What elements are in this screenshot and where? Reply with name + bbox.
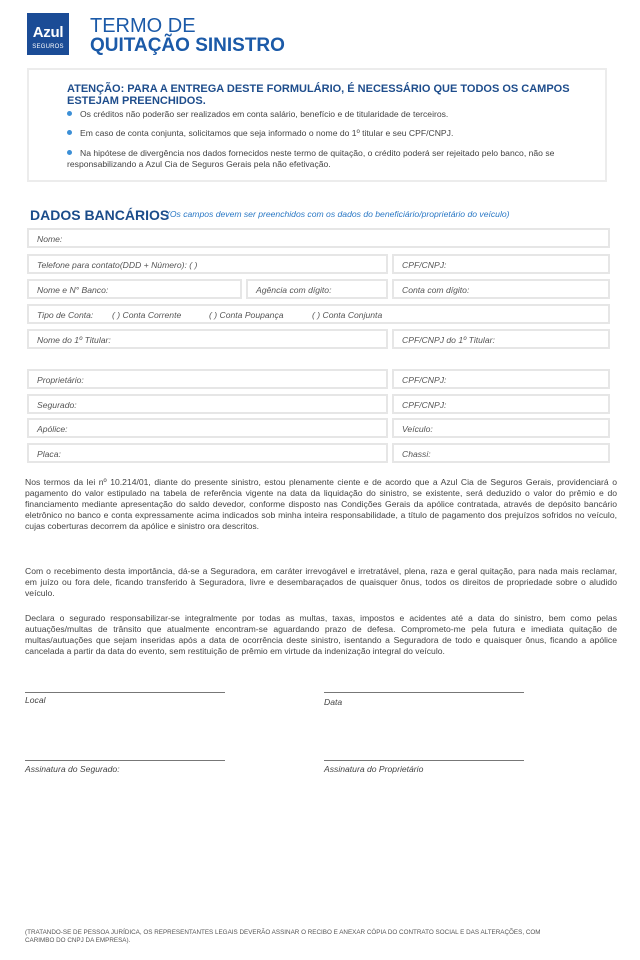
local-label: Local xyxy=(25,695,46,705)
cpf-segurado-field[interactable]: CPF/CNPJ: xyxy=(392,394,610,414)
notice-heading: ATENÇÃO: PARA A ENTREGA DESTE FORMULÁRIO, É NECESSÁRIO QUE TODOS OS CAMPOS ESTEJAM PREENCHIDOS. xyxy=(67,83,570,107)
agencia-field[interactable]: Agência com dígito: xyxy=(246,279,388,299)
legal-paragraph-2: Com o recebimento desta importância, dá-se a Seguradora, em caráter irrevogável e irretratável, plena, raza e geral quitação, para nada mais reclamar, em juízo ou fora dele, ficando transferido à Seguradora, livre e desembaraçados de quaisquer ônus, todos os direitos de propriedade sobre o aludido veículo. xyxy=(25,566,617,598)
section-title-bank: DADOS BANCÁRIOS xyxy=(30,207,170,223)
bullet-icon xyxy=(67,111,72,116)
notice-bullet: Os créditos não poderão ser realizados em conta salário, benefício e de titularidade de terceiros. xyxy=(67,109,597,120)
local-signature-line[interactable] xyxy=(25,692,225,693)
azul-seguros-logo xyxy=(27,13,69,55)
page-title-line2: QUITAÇÃO SINISTRO xyxy=(90,35,285,56)
data-label: Data xyxy=(324,697,343,707)
footer-note: (TRATANDO-SE DE PESSOA JURÍDICA, OS REPRESENTANTES LEGAIS DEVERÃO ASSINAR O RECIBO E ANEXAR CÓPIA DO CONTRATO SOCIAL E DAS ALTERAÇÕES, COM CARIMBO DO CNPJ DA EMPRESA). xyxy=(25,929,541,944)
telefone-field[interactable]: Telefone para contato(DDD + Número): ( ) xyxy=(27,254,388,274)
banco-field[interactable]: Nome e N° Banco: xyxy=(27,279,242,299)
logo-brand: Azul xyxy=(32,24,64,41)
segurado-field[interactable]: Segurado: xyxy=(27,394,388,414)
veiculo-field[interactable]: Veículo: xyxy=(392,418,610,438)
option-conta-poupanca[interactable]: ( ) Conta Poupança xyxy=(209,310,284,320)
assinatura-proprietario-label: Assinatura do Proprietário xyxy=(324,764,424,774)
assinatura-segurado-label: Assinatura do Segurado: xyxy=(25,764,120,774)
option-conta-corrente[interactable]: ( ) Conta Corrente xyxy=(112,310,182,320)
tipo-conta-field: Tipo de Conta: ( ) Conta Corrente ( ) Conta Poupança ( ) Conta Conjunta xyxy=(27,304,610,324)
notice-bullet: Na hipótese de divergência nos dados fornecidos neste termo de quitação, o crédito poderá ser rejeitado pelo banco, não se responsabilizando a Azul Cia de Seguros Gerais pela não efetivação. xyxy=(67,148,555,169)
logo-sub: SEGUROS xyxy=(32,44,64,50)
notice-bullet: Em caso de conta conjunta, solicitamos que seja informado o nome do 1º titular e seu CPF/CNPJ. xyxy=(67,128,597,139)
legal-paragraph-1: Nos termos da lei nº 10.214/01, diante do presente sinistro, estou plenamente ciente e de acordo que a Azul Cia de Seguros Gerais, providenciará o pagamento do valor estipulado na tabela de referência vigente na data da liquidação do sinistro, se existente, será deduzido o valor do prêmio e do financiamento mediante apresentação do saldo devedor, conforme disposto nas Condições Gerais da apólice contratada, através de depósito bancário eletrônico no banco e conta expressamente acima indicados sob minha inteira responsabilidade, a título de pagamento dos prejuízos sofridos no veículo, cujas coberturas decorrem da apólice e sinistro ora descritos. xyxy=(25,477,617,531)
data-signature-line[interactable] xyxy=(324,692,524,693)
nome-field[interactable]: Nome: xyxy=(27,228,610,248)
bullet-icon xyxy=(67,150,72,155)
placa-field[interactable]: Placa: xyxy=(27,443,388,463)
cpf-titular-field[interactable]: CPF/CNPJ do 1º Titular: xyxy=(392,329,610,349)
chassi-field[interactable]: Chassi: xyxy=(392,443,610,463)
bullet-icon xyxy=(67,130,72,135)
page-title-line1: TERMO DE xyxy=(90,15,196,37)
proprietario-field[interactable]: Proprietário: xyxy=(27,369,388,389)
apolice-field[interactable]: Apólice: xyxy=(27,418,388,438)
cpf-cnpj-field[interactable]: CPF/CNPJ: xyxy=(392,254,610,274)
section-note-bank: (Os campos devem ser preenchidos com os dados do beneficiário/proprietário do veículo) xyxy=(167,209,510,219)
legal-paragraph-3: Declara o segurado responsabilizar-se integralmente por todas as multas, taxas, impostos e acidentes até a data do sinistro, bem como pelas autuações/multas de trânsito que atualmente encontram-se aguardando prazo de defesa. Comprometo-me pela futura e imediata quitação de multas/autuações que sejam inseridas após a data de ocorrência deste sinistro, isentando a Seguradora de todo e quaisquer ônus, ficando a apólice cancelada a partir da data do evento, sem restituição de prêmio em virtude da indenização integral do veículo. xyxy=(25,613,617,656)
proprietario-signature-line[interactable] xyxy=(324,760,524,761)
conta-field[interactable]: Conta com dígito: xyxy=(392,279,610,299)
cpf-proprietario-field[interactable]: CPF/CNPJ: xyxy=(392,369,610,389)
option-conta-conjunta[interactable]: ( ) Conta Conjunta xyxy=(312,310,383,320)
titular-field[interactable]: Nome do 1º Titular: xyxy=(27,329,388,349)
segurado-signature-line[interactable] xyxy=(25,760,225,761)
attention-notice xyxy=(27,68,607,182)
